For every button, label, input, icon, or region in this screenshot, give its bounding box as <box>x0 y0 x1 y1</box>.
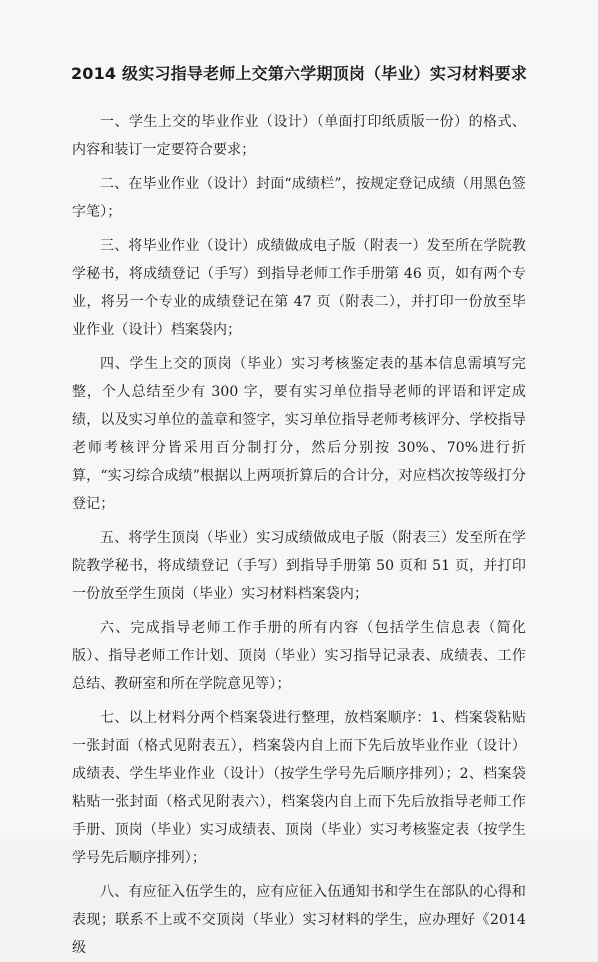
requirement-paragraph-2: 二、在毕业作业（设计）封面“成绩栏”，按规定登记成绩（用黑色签字笔）； <box>72 176 526 220</box>
requirement-paragraph-1: 一、学生上交的毕业作业（设计）（单面打印纸质版一份）的格式、内容和装订一定要符合要求； <box>72 114 526 158</box>
requirement-paragraph-3: 三、将毕业作业（设计）成绩做成电子版（附表一）发至所在学院教学秘书，将成绩登记（手写）到指导老师工作手册第 46 页，如有两个专业，将另一个专业的成绩登记在第 47 页（附表二），并打印一份放至毕业作业（设计）档案袋内； <box>72 238 526 338</box>
requirement-paragraph-8: 八、有应征入伍学生的，应有应征入伍通知书和学生在部队的心得和表现；联系不上或不交顶岗（毕业）实习材料的学生，应办理好《2014 级 <box>72 884 526 956</box>
document-title: 2014 级实习指导老师上交第六学期顶岗（毕业）实习材料要求 <box>70 64 528 83</box>
requirement-paragraph-4: 四、学生上交的顶岗（毕业）实习考核鉴定表的基本信息需填写完整，个人总结至少有 300 字，要有实习单位指导老师的评语和评定成绩，以及实习单位的盖章和签字，实习单位指导老师考核评分、学校指导老师考核评分皆采用百分制打分，然后分别按 30%、70%进行折算，“实习综合成绩”根据以上两项折算后的合计分，对应档次按等级打分登记； <box>72 356 526 512</box>
requirement-paragraph-5: 五、将学生顶岗（毕业）实习成绩做成电子版（附表三）发至所在学院教学秘书，将成绩登记（手写）到指导手册第 50 页和 51 页，并打印一份放至学生顶岗（毕业）实习材料档案袋内； <box>72 530 526 602</box>
requirement-paragraph-6: 六、完成指导老师工作手册的所有内容（包括学生信息表（简化版）、指导老师工作计划、顶岗（毕业）实习指导记录表、成绩表、工作总结、教研室和所在学院意见等）； <box>72 620 526 692</box>
requirement-paragraph-7: 七、以上材料分两个档案袋进行整理，放档案顺序：1、档案袋粘贴一张封面（格式见附表五），档案袋内自上而下先后放毕业作业（设计）成绩表、学生毕业作业（设计）（按学生学号先后顺序排列）；2、档案袋粘贴一张封面（格式见附表六），档案袋内自上而下先后放指导老师工作手册、顶岗（毕业）实习成绩表、顶岗（毕业）实习考核鉴定表（按学生学号先后顺序排列）； <box>72 710 526 866</box>
